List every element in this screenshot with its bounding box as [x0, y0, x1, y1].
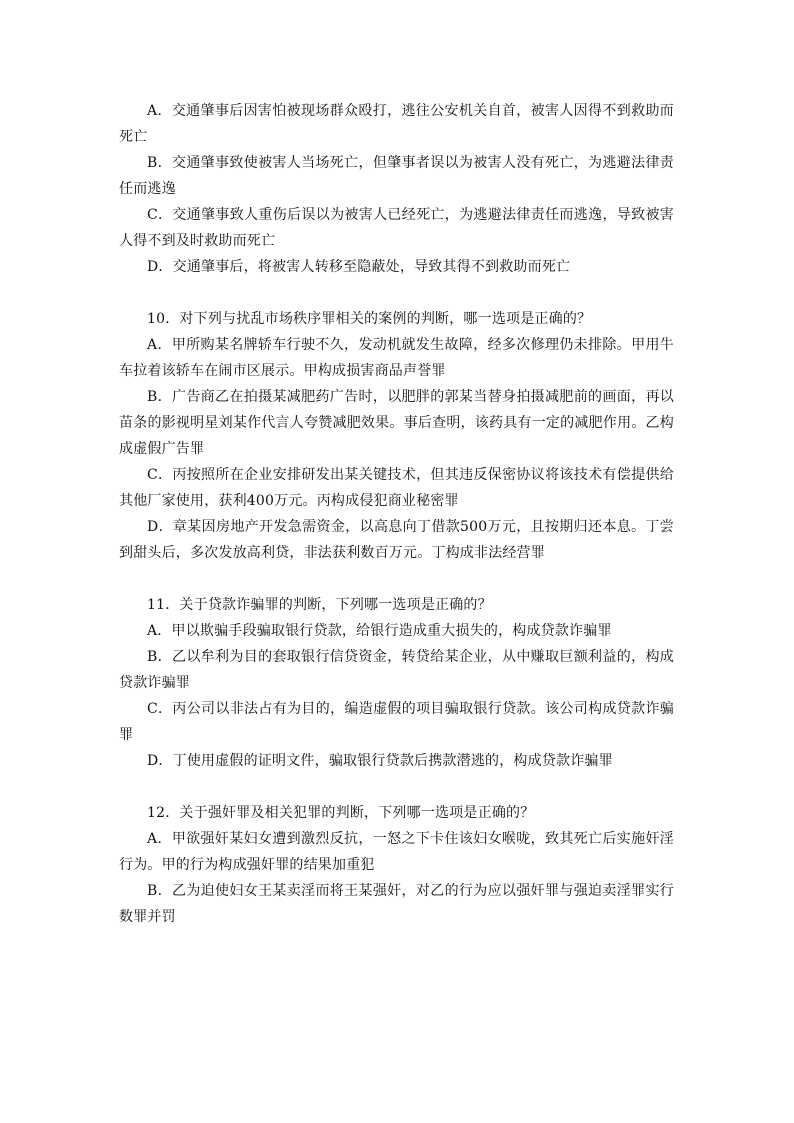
option-paragraph: A．甲欲强奸某妇女遭到激烈反抗，一怒之下卡住该妇女喉咙，致其死亡后实施奸淫行为。甲的行为构成强奸罪的结果加重犯 — [119, 831, 674, 873]
option-paragraph: D．章某因房地产开发急需资金，以高息向丁借款500万元，且按期归还本息。丁尝到甜头后，多次发放高利贷，非法获利数百万元。丁构成非法经营罪 — [119, 519, 674, 561]
option-paragraph: D．交通肇事后，将被害人转移至隐蔽处，导致其得不到救助而死亡 — [147, 259, 571, 275]
option-paragraph: B．交通肇事致使被害人当场死亡，但肇事者误以为被害人没有死亡，为逃避法律责任而逃逸 — [119, 155, 674, 197]
document-body — [119, 98, 674, 930]
option-paragraph: A．甲以欺骗手段骗取银行贷款，给银行造成重大损失的，构成贷款诈骗罪 — [147, 623, 612, 639]
option-paragraph: C．丙按照所在企业安排研发出某关键技术，但其违反保密协议将该技术有偿提供给其他厂家使用，获利400万元。丙构成侵犯商业秘密罪 — [119, 467, 674, 509]
option-paragraph: C．交通肇事致人重伤后误以为被害人已经死亡，为逃避法律责任而逃逸，导致被害人得不到及时救助而死亡 — [119, 207, 674, 249]
option-paragraph: B．广告商乙在拍摄某减肥药广告时，以肥胖的郭某当替身拍摄减肥前的画面，再以苗条的影视明星刘某作代言人夸赞减肥效果。事后查明，该药具有一定的减肥作用。乙构成虚假广告罪 — [119, 389, 674, 457]
question-10: 10．对下列与扰乱市场秩序罪相关的案例的判断，哪一选项是正确的？ — [147, 311, 592, 327]
option-paragraph: D．丁使用虚假的证明文件，骗取银行贷款后携款潜逃的，构成贷款诈骗罪 — [147, 753, 613, 769]
option-paragraph: A．甲所购某名牌轿车行驶不久，发动机就发生故障，经多次修理仍未排除。甲用牛车拉着该轿车在闹市区展示。甲构成损害商品声誉罪 — [119, 337, 674, 379]
option-paragraph: B．乙为迫使妇女王某卖淫而将王某强奸，对乙的行为应以强奸罪与强迫卖淫罪实行数罪并罚 — [119, 883, 674, 925]
question-12: 12．关于强奸罪及相关犯罪的判断，下列哪一选项是正确的？ — [147, 805, 535, 821]
question-11: 11．关于贷款诈骗罪的判断，下列哪一选项是正确的？ — [147, 597, 492, 613]
option-paragraph: A．交通肇事后因害怕被现场群众殴打，逃往公安机关自首，被害人因得不到救助而死亡 — [119, 103, 674, 145]
option-paragraph: B．乙以牟利为目的套取银行信贷资金，转贷给某企业，从中赚取巨额利益的，构成贷款诈骗罪 — [119, 649, 674, 691]
option-paragraph: C．丙公司以非法占有为目的，编造虚假的项目骗取银行贷款。该公司构成贷款诈骗罪 — [119, 701, 674, 743]
